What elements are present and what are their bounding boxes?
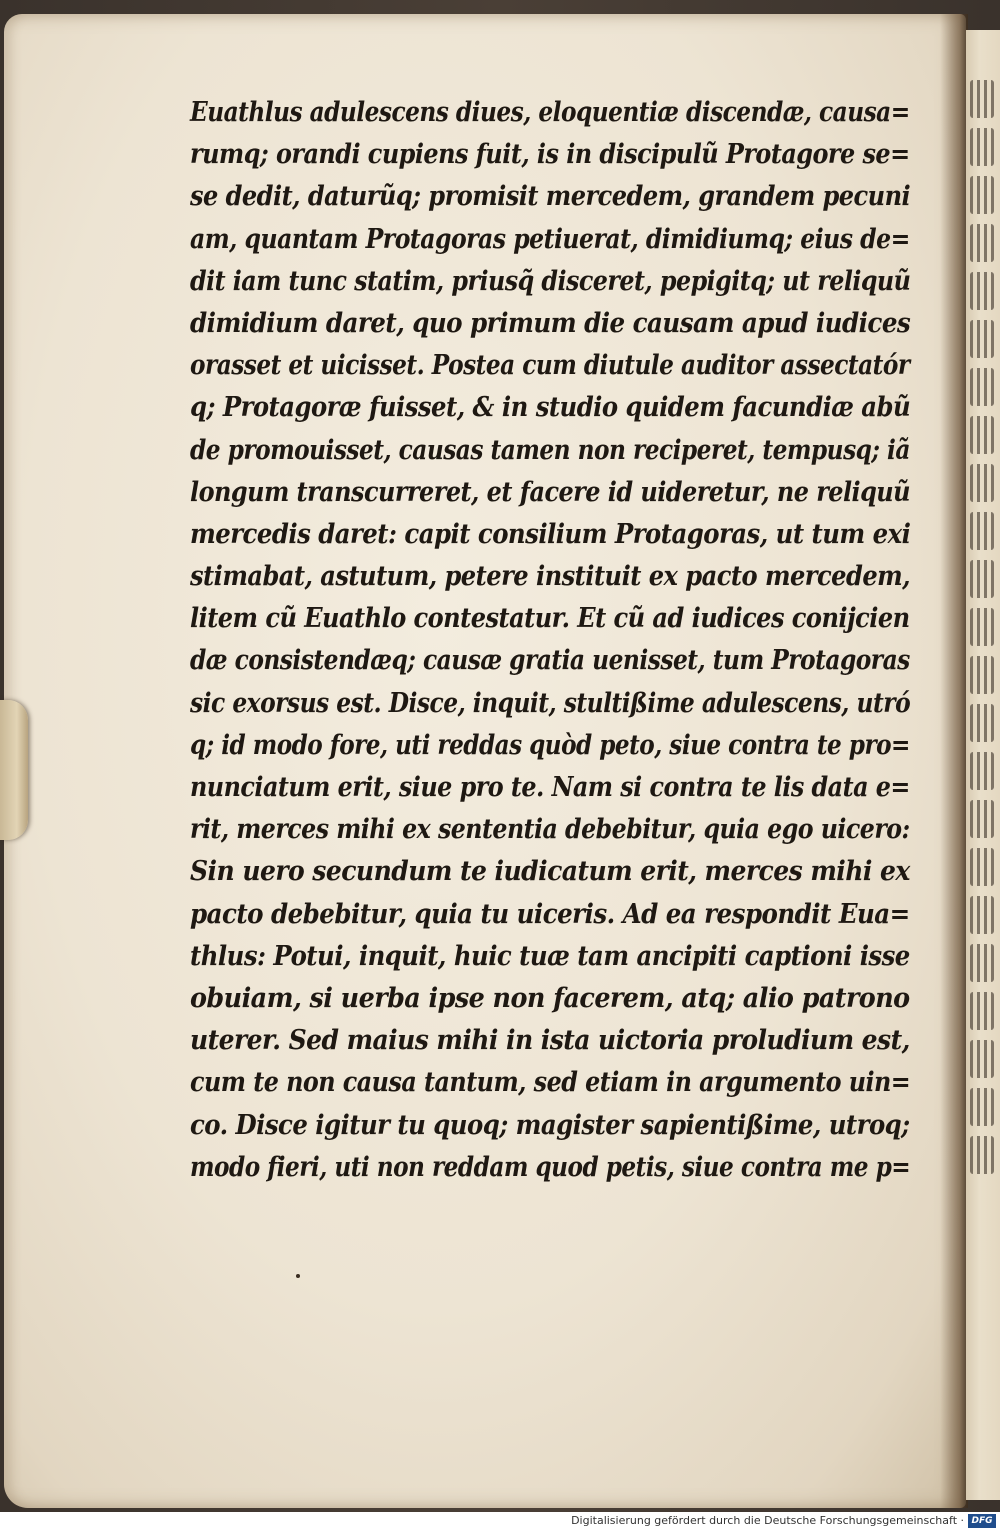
text-line: obuiam, si uerba ipse non facerem, atq; alio patrono <box>190 982 910 1014</box>
text-line: dimidium daret, quo primum die causam apud iudices <box>190 307 911 339</box>
text-fragment <box>970 368 994 406</box>
text-fragment <box>970 512 994 550</box>
text-fragment <box>970 416 994 454</box>
dfg-logo: DFG <box>968 1514 996 1528</box>
text-fragment <box>970 224 994 262</box>
book-clasp <box>0 700 28 840</box>
text-fragment <box>970 896 994 934</box>
text-fragment <box>970 272 994 310</box>
text-fragment <box>970 80 994 118</box>
text-fragment <box>970 656 994 694</box>
text-fragment <box>970 608 994 646</box>
text-line: pacto debebitur, quia tu uiceris. Ad ea respondit Eua= <box>190 898 910 930</box>
text-line: se dedit, daturũq; promisit mercedem, grandem pecuni <box>190 181 911 213</box>
text-fragment <box>970 1136 994 1174</box>
text-fragment <box>970 752 994 790</box>
text-line: Sin uero secundum te iudicatum erit, merces mihi ex <box>190 856 910 888</box>
text-line: thlus: Potui, inquit, huic tuæ tam ancipiti captioni isse <box>190 940 910 972</box>
footer-bar <box>0 1512 1000 1531</box>
text-line: dit iam tunc statim, priusq̃ disceret, pepigitq; ut reliquũ <box>190 265 911 297</box>
text-fragment <box>970 320 994 358</box>
text-line: longum transcurreret, et facere id uideretur, ne reliquũ <box>190 476 911 508</box>
text-fragment <box>970 1088 994 1126</box>
text-line: q; id modo fore, uti reddas quòd peto, siue contra te pro= <box>190 729 910 761</box>
text-line: de promouisset, causas tamen non reciperet, tempusq; iã <box>190 434 910 466</box>
text-fragment <box>970 176 994 214</box>
text-line: rumq; orandi cupiens fuit, is in discipulũ Protagore se= <box>190 139 910 171</box>
text-fragment <box>970 1040 994 1078</box>
text-line: nunciatum erit, siue pro te. Nam si contra te lis data e= <box>190 772 910 803</box>
text-line: litem cũ Euathlo contestatur. Et cũ ad iudices conijcien <box>190 603 910 635</box>
text-line: Euathlus adulescens diues, eloquentiæ discendæ, causa= <box>190 97 910 128</box>
text-line: rit, merces mihi ex sententia debebitur, quia ego uicero: <box>190 814 910 846</box>
page-gutter <box>940 14 968 1508</box>
text-fragment <box>970 944 994 982</box>
text-fragment <box>970 464 994 502</box>
text-line: q; Protagoræ fuisset, & in studio quidem facundiæ abũ <box>190 392 911 424</box>
text-fragment <box>970 800 994 838</box>
text-fragment <box>970 560 994 598</box>
text-line: co. Disce igitur tu quoq; magister sapientißime, utroq; <box>190 1109 910 1141</box>
text-fragment <box>970 128 994 166</box>
body-text <box>190 92 910 1189</box>
ink-dot <box>296 1274 300 1278</box>
text-line: cum te non causa tantum, sed etiam in argumento uin= <box>190 1067 911 1099</box>
text-line: uterer. Sed maius mihi in ista uictoria proludium est, <box>190 1025 910 1057</box>
text-line: stimabat, astutum, petere instituit ex pacto mercedem, <box>190 561 911 593</box>
text-fragment <box>970 848 994 886</box>
text-line: mercedis daret: capit consilium Protagoras, ut tum exi <box>190 518 911 550</box>
text-fragment <box>970 992 994 1030</box>
right-page-text-fragments <box>970 80 1000 1230</box>
text-line: orasset et uicisset. Postea cum diutule auditor assectatór <box>190 350 910 382</box>
footer-credit: Digitalisierung gefördert durch die Deutsche Forschungsgemeinschaft · <box>571 1514 964 1527</box>
text-fragment <box>970 704 994 742</box>
text-line: modo fieri, uti non reddam quod petis, siue contra me p= <box>190 1151 911 1183</box>
text-line: dæ consistendæq; causæ gratia uenisset, tum Protagoras <box>190 645 910 677</box>
text-line: am, quantam Protagoras petiuerat, dimidiumq; eius de= <box>190 223 910 255</box>
text-line: sic exorsus est. Disce, inquit, stultißime adulescens, utró <box>190 687 911 719</box>
